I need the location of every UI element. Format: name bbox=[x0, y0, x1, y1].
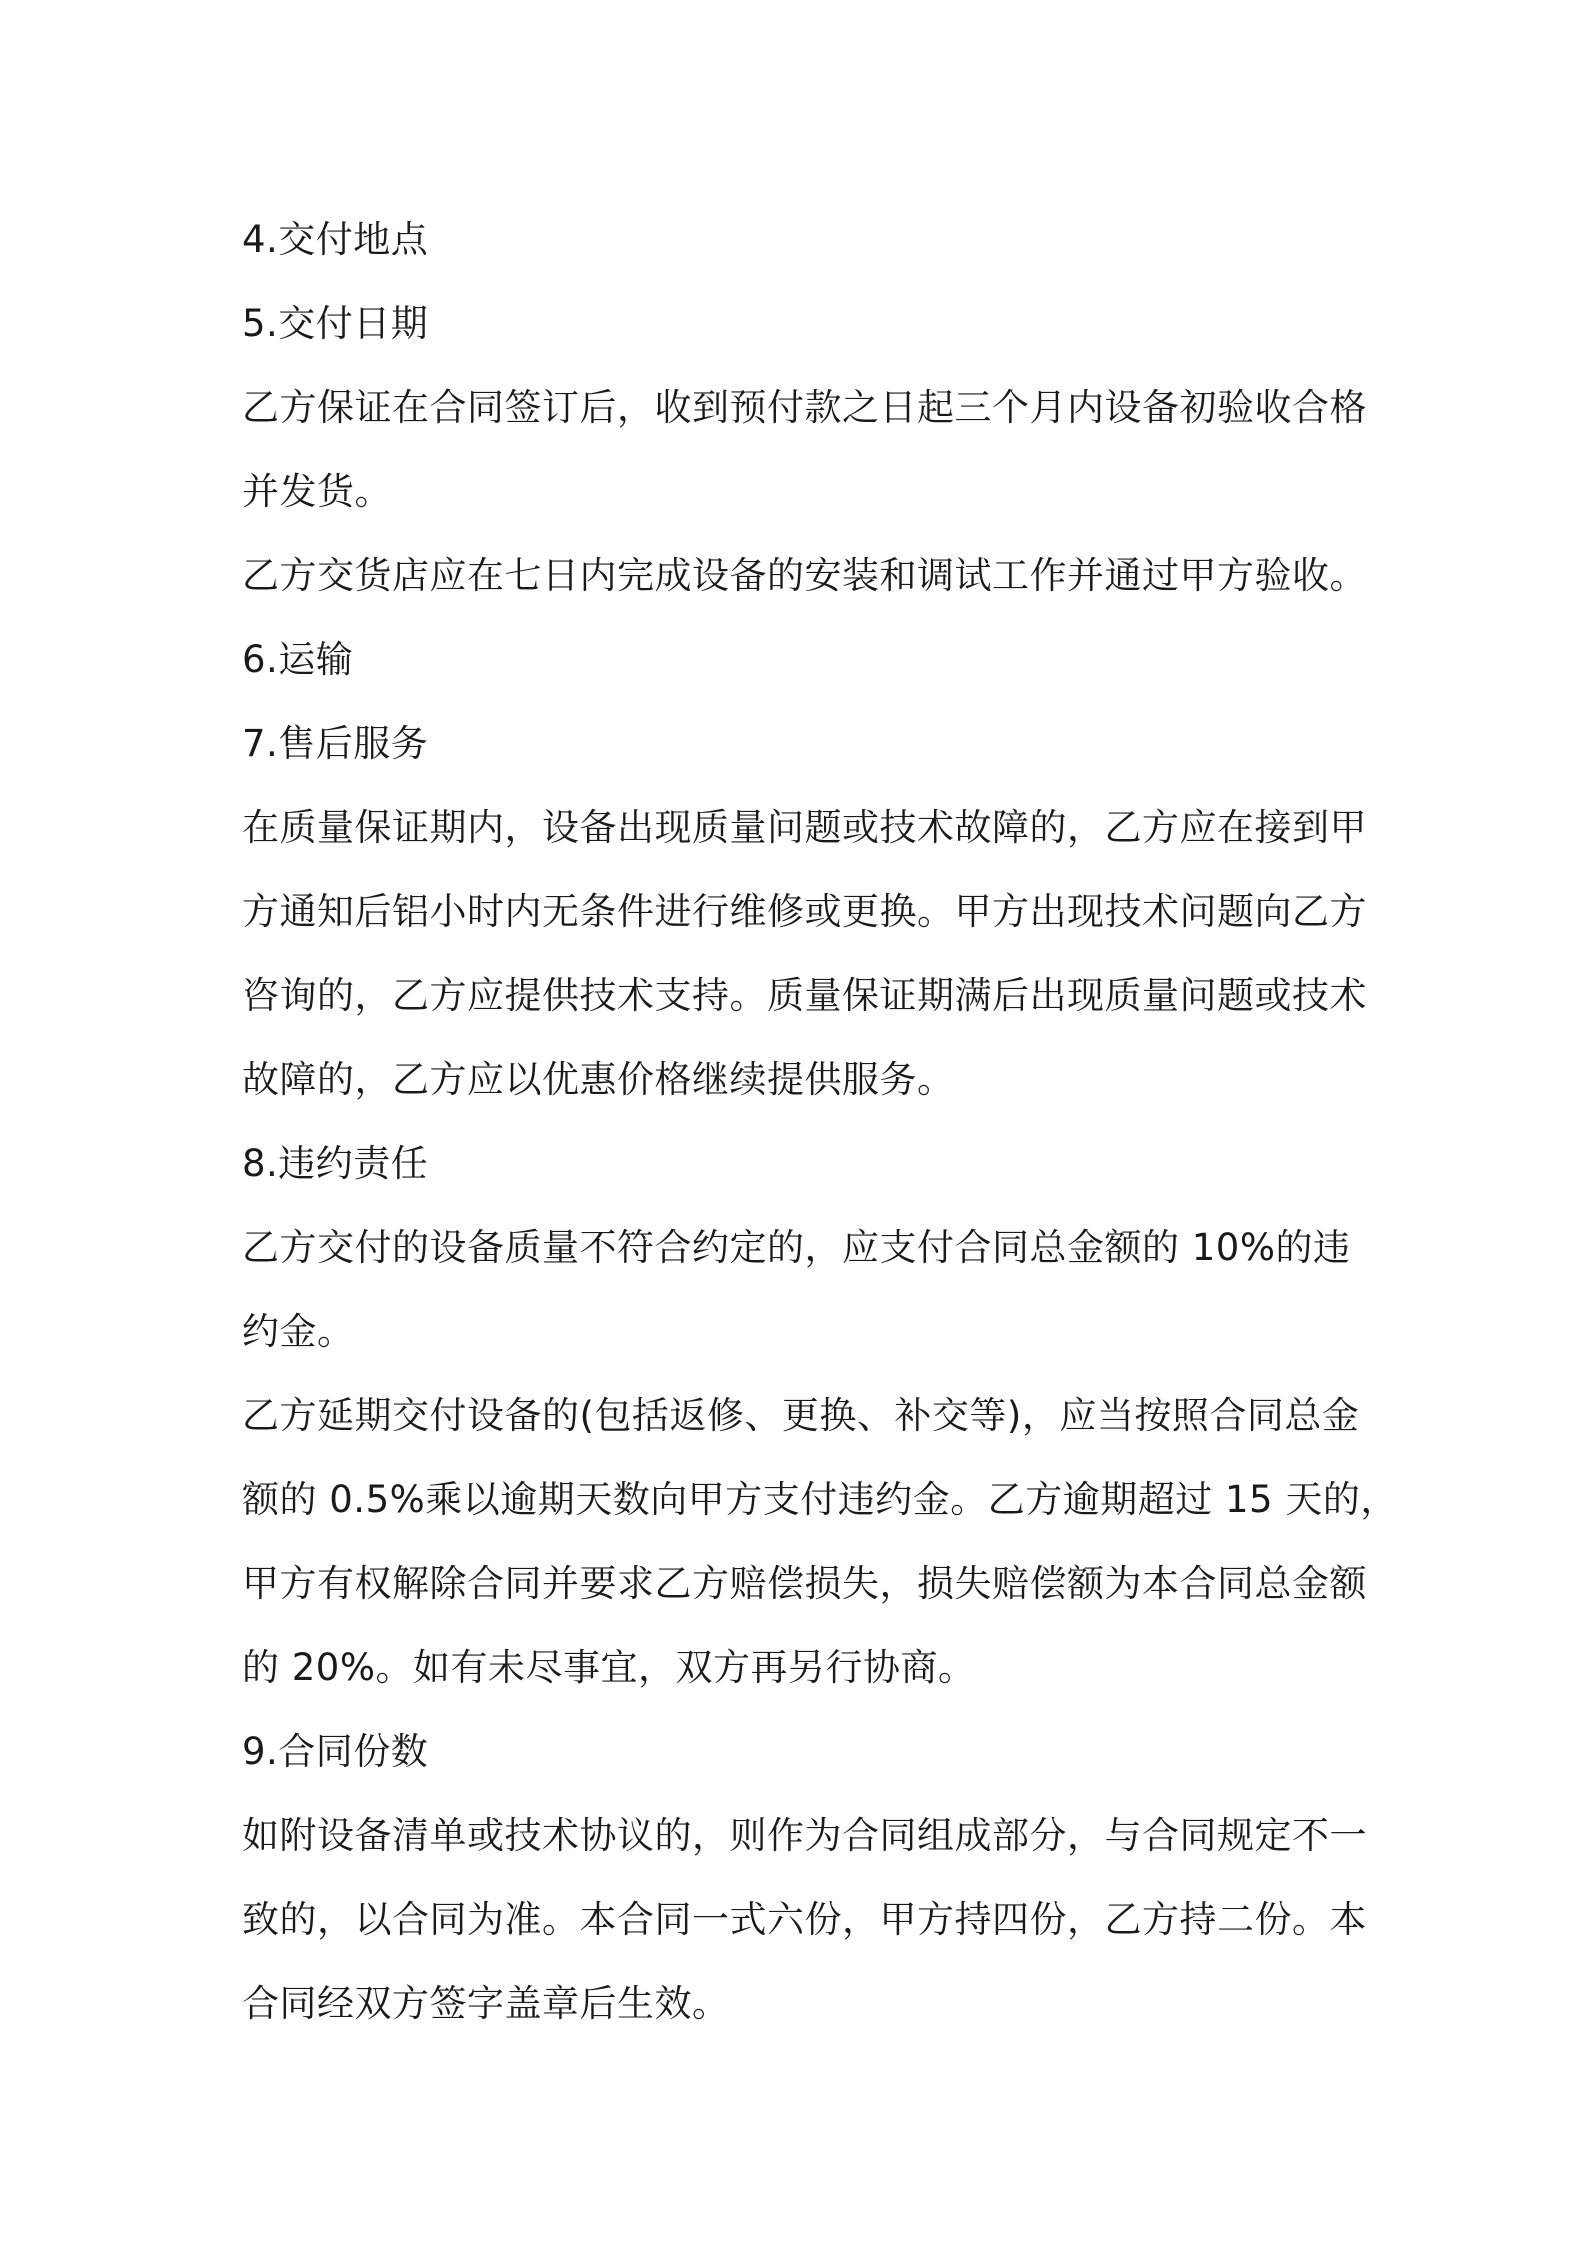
paragraph-line: 致的，以合同为准。本合同一式六份，甲方持四份，乙方持二份。本 bbox=[242, 1898, 1367, 1941]
paragraph-line: 乙方保证在合同签订后，收到预付款之日起三个月内设备初验收合格 bbox=[242, 386, 1367, 429]
paragraph-line: 约金。 bbox=[242, 1310, 355, 1353]
paragraph-line: 合同经双方签字盖章后生效。 bbox=[242, 1982, 730, 2025]
paragraph-line: 方通知后铝小时内无条件进行维修或更换。甲方出现技术问题向乙方 bbox=[242, 890, 1367, 933]
paragraph-line: 如附设备清单或技术协议的，则作为合同组成部分，与合同规定不一 bbox=[242, 1814, 1367, 1857]
section-heading-transport: 6.运输 bbox=[242, 638, 354, 681]
paragraph-line: 在质量保证期内，设备出现质量问题或技术故障的，乙方应在接到甲 bbox=[242, 806, 1367, 849]
section-heading-delivery-location: 4.交付地点 bbox=[242, 218, 429, 261]
paragraph-line: 故障的，乙方应以优惠价格继续提供服务。 bbox=[242, 1058, 955, 1101]
paragraph-line: 甲方有权解除合同并要求乙方赔偿损失，损失赔偿额为本合同总金额 bbox=[242, 1562, 1367, 1605]
document-body bbox=[242, 198, 1398, 2046]
paragraph-line: 的 20%。如有未尽事宜，双方再另行协商。 bbox=[242, 1646, 976, 1689]
section-heading-copies: 9.合同份数 bbox=[242, 1730, 429, 1773]
paragraph-line: 乙方交货店应在七日内完成设备的安装和调试工作并通过甲方验收。 bbox=[242, 554, 1367, 597]
paragraph-line: 乙方交付的设备质量不符合约定的，应支付合同总金额的 10%的违 bbox=[242, 1226, 1351, 1269]
paragraph-line: 并发货。 bbox=[242, 470, 392, 513]
paragraph-line: 乙方延期交付设备的(包括返修、更换、补交等)，应当按照合同总金 bbox=[242, 1394, 1360, 1437]
section-heading-delivery-date: 5.交付日期 bbox=[242, 302, 429, 345]
paragraph-line: 额的 0.5%乘以逾期天数向甲方支付违约金。乙方逾期超过 15 天的， bbox=[242, 1478, 1398, 1521]
section-heading-after-sales: 7.售后服务 bbox=[242, 722, 429, 765]
section-heading-liability: 8.违约责任 bbox=[242, 1142, 429, 1185]
paragraph-line: 咨询的，乙方应提供技术支持。质量保证期满后出现质量问题或技术 bbox=[242, 974, 1367, 1017]
